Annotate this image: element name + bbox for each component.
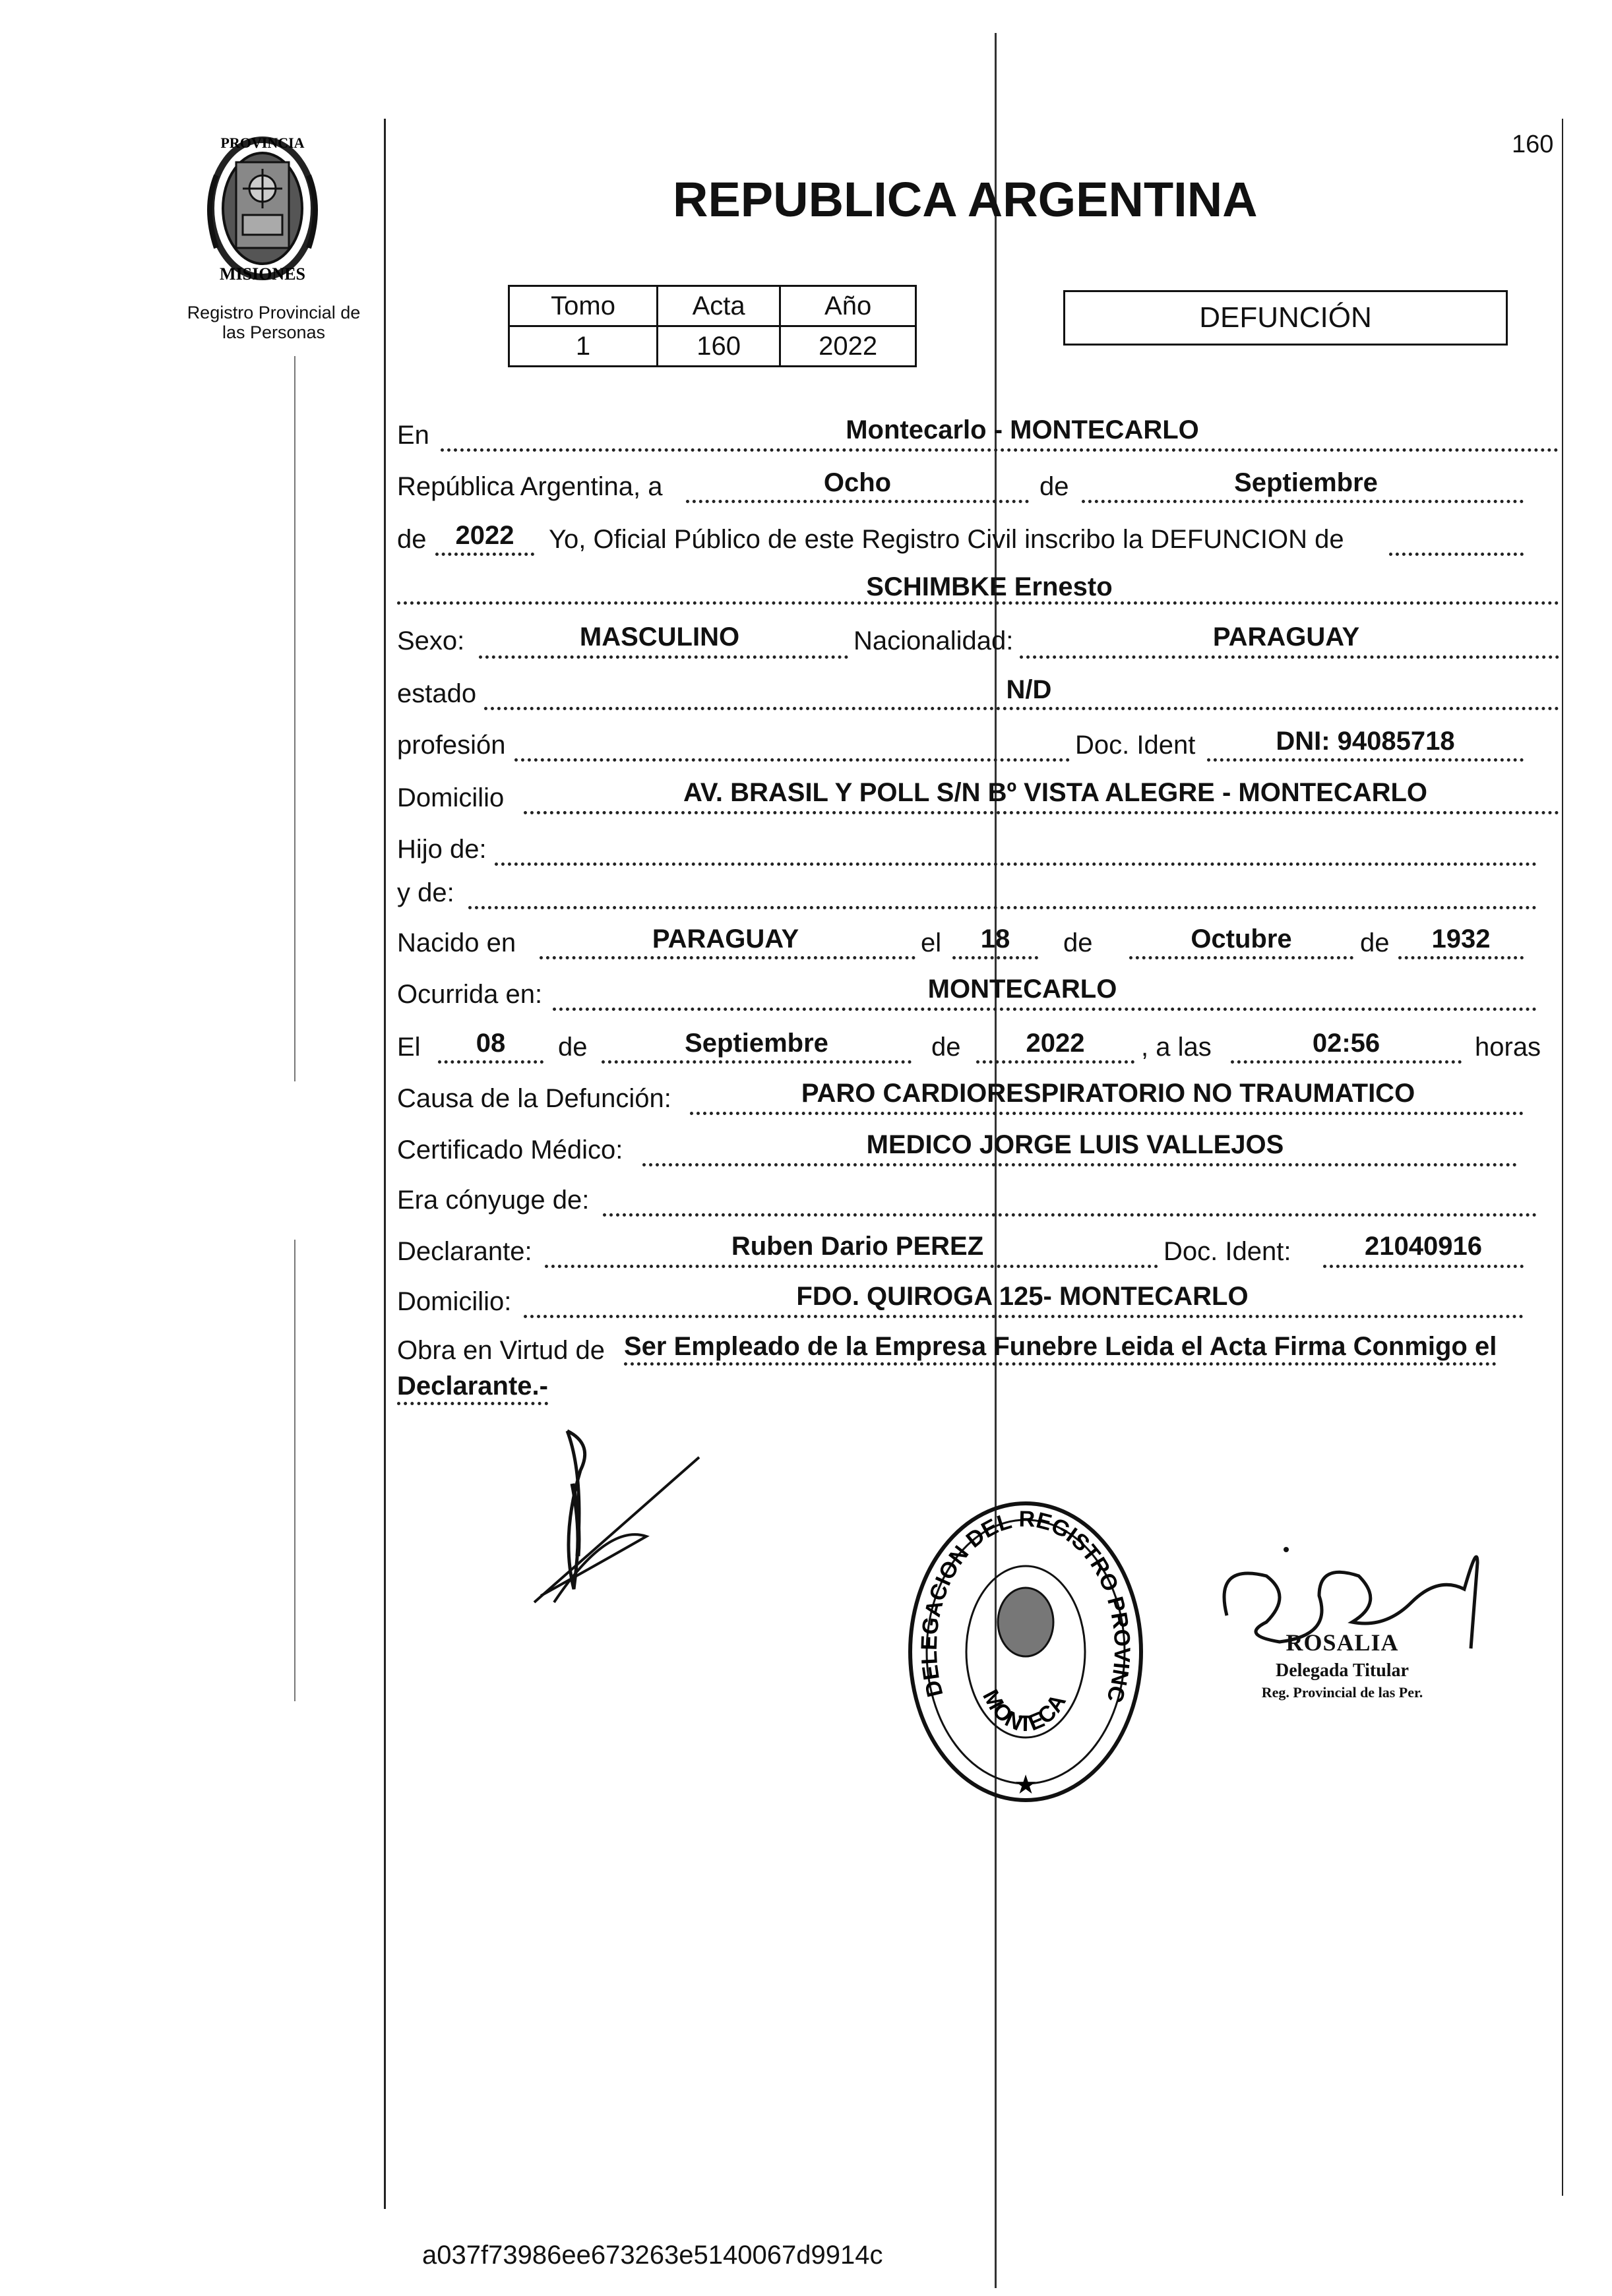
svg-text:PROVINCIA: PROVINCIA [220,135,305,151]
domicilio2-value: FDO. QUIROGA 125- MONTECARLO [796,1282,1249,1311]
certificado-label: Certificado Médico: [397,1135,623,1164]
oficial-line [1389,553,1524,556]
def-hora-value: 02:56 [1312,1029,1380,1058]
declarante-line [545,1265,1158,1268]
registry-table [508,285,917,367]
right-margin-line [1562,119,1563,2196]
def-anio-line [976,1060,1134,1064]
profesion-line [514,758,1070,762]
sexo-line [479,655,848,659]
el2-label: El [397,1033,421,1062]
domicilio-value: AV. BRASIL Y POLL S/N Bº VISTA ALEGRE - MONTECARLO [683,778,1428,807]
page-number: 160 [1512,131,1554,158]
table-value-acta: 160 [658,326,780,367]
doc2-value: 21040916 [1365,1232,1482,1261]
stamp-title: Delegada Titular [1276,1660,1409,1681]
declarante-signature [514,1405,726,1616]
de-label-2: de [397,525,427,554]
nacido-value: PARAGUAY [652,924,799,953]
ocurrida-value: MONTECARLO [927,975,1117,1004]
seal-outer-text: DELEGACION DEL REGISTRO PROVINC [916,1506,1135,1705]
scan-artifact-line-2 [294,1240,295,1701]
table-value-tomo: 1 [509,326,658,367]
anio-value: 2022 [455,521,514,550]
nac-anio-value: 1932 [1431,924,1491,953]
issuer-line2: las Personas [222,322,326,342]
estado-value: N/D [1006,675,1052,704]
doc-label: Doc. Ident [1075,731,1196,760]
ocurrida-line [553,1008,1537,1011]
y-de-line [468,906,1537,909]
hijo-label: Hijo de: [397,835,487,864]
scan-artifact-line [294,356,295,1081]
sexo-value: MASCULINO [579,622,740,651]
profesion-label: profesión [397,731,506,760]
certificado-value: MEDICO JORGE LUIS VALLEJOS [866,1130,1284,1159]
nac-dia-line [952,956,1038,959]
oficial-text: Yo, Oficial Público de este Registro Civil inscribo la DEFUNCION de [549,525,1344,554]
record-type: DEFUNCIÓN [1199,301,1372,334]
page-title: REPUBLICA ARGENTINA [673,172,1258,227]
stamp-office: Reg. Provincial de las Per. [1261,1684,1423,1701]
deceased-name: SCHIMBKE Ernesto [866,572,1113,601]
obra-label: Obra en Virtud de [397,1336,605,1365]
ocurrida-label: Ocurrida en: [397,980,543,1009]
officer-stamp [1187,1629,1497,1701]
anio-line [435,553,534,556]
def-hora-line [1231,1060,1462,1064]
el-label: el [921,928,942,957]
conyuge-label: Era cónyuge de: [397,1186,590,1215]
conyuge-line [603,1213,1537,1217]
domicilio2-label: Domicilio: [397,1287,512,1316]
y-de-label: y de: [397,878,454,907]
nacionalidad-label: Nacionalidad: [853,626,1014,655]
doc2-line [1323,1265,1524,1268]
en-value: Montecarlo - MONTECARLO [846,415,1199,444]
republica-label: República Argentina, a [397,472,663,501]
hijo-line [495,862,1537,866]
name-line [397,601,1559,605]
nac-mes-line [1129,956,1353,959]
fold-line [995,33,997,2288]
nacido-label: Nacido en [397,928,516,957]
table-header-tomo: Tomo [509,286,658,326]
table-header-anio: Año [780,286,916,326]
table-header-acta: Acta [658,286,780,326]
mes-value: Septiembre [1234,468,1378,497]
svg-text:★: ★ [1014,1770,1038,1799]
issuer-line1: Registro Provincial de [187,303,361,322]
de-label-1: de [1039,472,1069,501]
nacido-line [540,956,915,959]
obra-value-line1: Ser Empleado de la Empresa Funebre Leida el Acta Firma Conmigo el [624,1333,1497,1366]
declarante-label: Declarante: [397,1237,532,1266]
misiones-coat-of-arms-logo [190,129,335,287]
issuer-name [171,303,376,342]
def-mes-value: Septiembre [685,1029,828,1058]
domicilio-label: Domicilio [397,783,505,812]
obra-value-line2: Declarante.- [397,1373,548,1405]
def-mes-line [602,1060,912,1064]
doc-line [1207,758,1524,762]
svg-text:MISIONES: MISIONES [219,264,306,284]
en-line [441,448,1559,452]
def-dia-line [438,1060,543,1064]
nac-anio-line [1398,956,1524,959]
alas-label: , a las [1141,1033,1212,1062]
record-type-box [1063,290,1508,346]
stamp-name: ROSALIA [1286,1629,1399,1656]
mes-line [1082,500,1524,503]
table-value-anio: 2022 [780,326,916,367]
dia-line [686,500,1029,503]
nac-dia-value: 18 [980,924,1010,953]
de-label-4: de [1360,928,1390,957]
de-label-5: de [558,1033,588,1062]
left-margin-line [384,119,386,2209]
doc-value: DNI: 94085718 [1276,727,1455,756]
estado-line [484,707,1559,710]
def-anio-value: 2022 [1026,1029,1085,1058]
nac-mes-value: Octubre [1191,924,1292,953]
de-label-6: de [931,1033,961,1062]
def-dia-value: 08 [476,1029,506,1058]
dia-value: Ocho [823,468,892,497]
horas-label: horas [1475,1033,1541,1062]
causa-line [690,1112,1524,1115]
registry-seal [904,1497,1148,1807]
declarante-value: Ruben Dario PEREZ [731,1232,984,1261]
certificado-line [642,1163,1517,1166]
footer-hash: a037f73986ee673263e5140067d9914c [422,2241,883,2270]
de-label-3: de [1063,928,1093,957]
causa-label: Causa de la Defunción: [397,1084,671,1113]
nacionalidad-value: PARAGUAY [1212,622,1360,651]
domicilio-line [524,811,1559,814]
causa-value: PARO CARDIORESPIRATORIO NO TRAUMATICO [801,1079,1415,1108]
domicilio2-line [524,1315,1524,1318]
sexo-label: Sexo: [397,626,465,655]
nacionalidad-line [1020,655,1559,659]
seal-inner-text: MONTECA [977,1685,1071,1737]
estado-label: estado [397,679,477,708]
doc2-label: Doc. Ident: [1163,1237,1291,1266]
en-label: En [397,421,429,450]
